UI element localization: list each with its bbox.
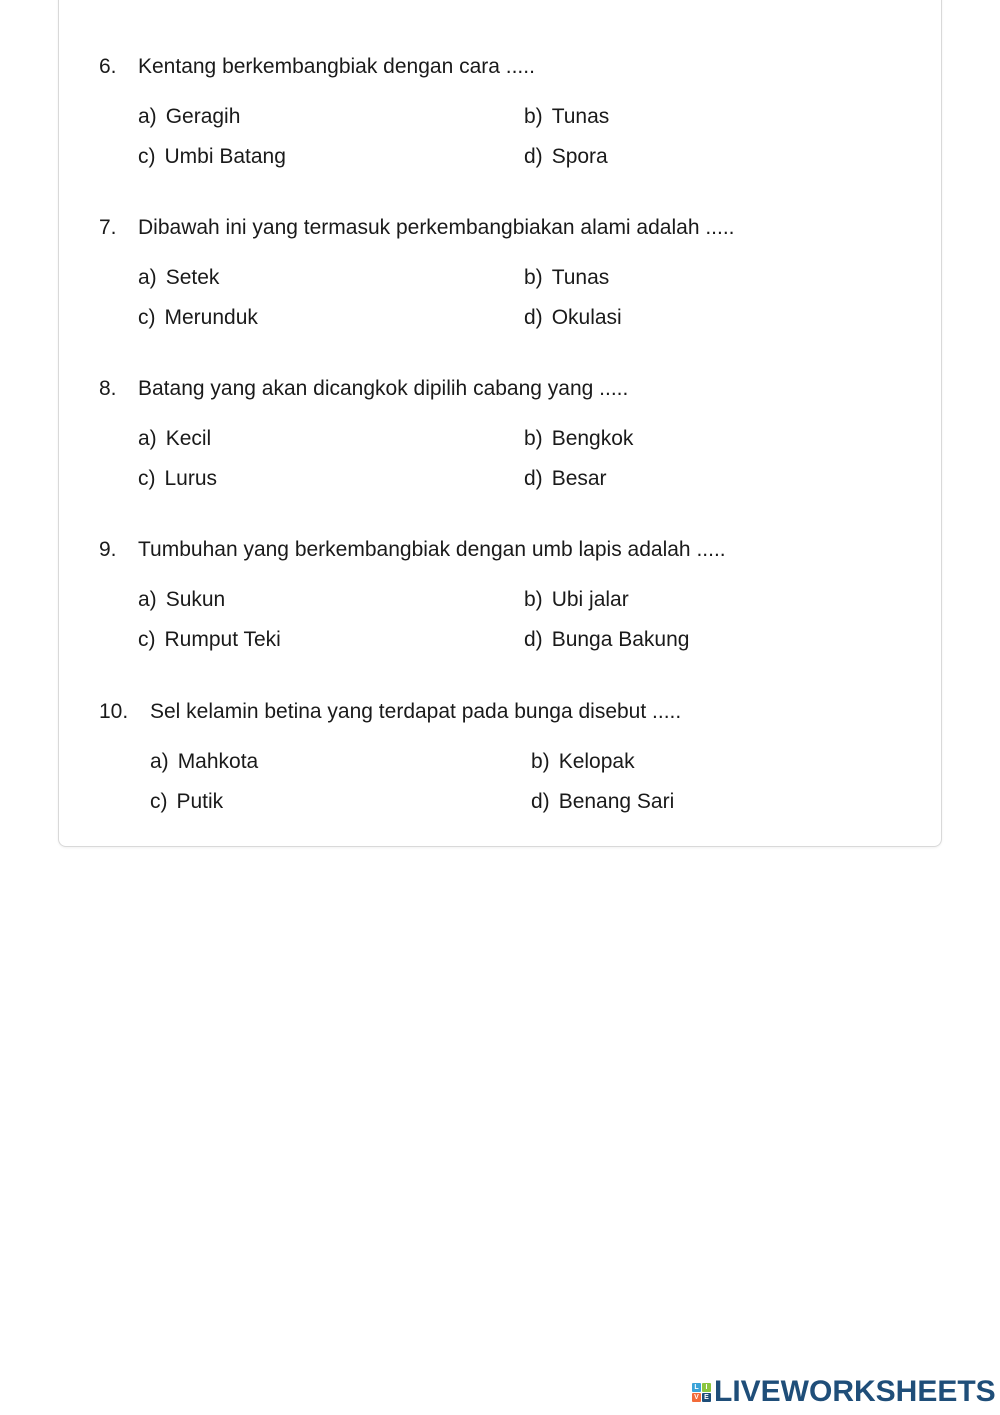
option-b[interactable]: b) Kelopak	[531, 750, 635, 773]
question-number: 7.	[99, 216, 117, 239]
question-number: 10.	[99, 700, 129, 723]
question-text: Dibawah ini yang termasuk perkembangbiakan alami adalah .....	[138, 216, 735, 239]
option-a[interactable]: a) Setek	[138, 266, 220, 289]
option-a[interactable]: a) Sukun	[138, 588, 226, 611]
option-c[interactable]: c) Rumput Teki	[138, 628, 281, 651]
option-d[interactable]: d) Okulasi	[524, 306, 622, 329]
liveworksheets-logo	[692, 1376, 996, 1408]
option-b[interactable]: b) Bengkok	[524, 427, 634, 450]
option-text: Bunga Bakung	[551, 628, 690, 651]
option-text: Lurus	[164, 467, 218, 490]
option-text: Spora	[551, 145, 608, 168]
question-text: Sel kelamin betina yang terdapat pada bunga disebut .....	[150, 700, 682, 723]
option-c[interactable]: c) Lurus	[138, 467, 218, 490]
option-text: Rumput Teki	[164, 628, 281, 651]
option-text: Sukun	[165, 588, 226, 611]
logo-cell: V	[692, 1393, 701, 1402]
option-text: Putik	[176, 790, 224, 813]
option-text: Kelopak	[558, 750, 635, 773]
option-b[interactable]: b) Tunas	[524, 105, 610, 128]
option-text: Setek	[165, 266, 220, 289]
option-text: Benang Sari	[558, 790, 675, 813]
question-number: 6.	[99, 55, 117, 78]
option-c[interactable]: c) Merunduk	[138, 306, 258, 329]
logo-cell: I	[702, 1383, 711, 1392]
option-c[interactable]: c) Putik	[150, 790, 224, 813]
option-d[interactable]: d) Benang Sari	[531, 790, 675, 813]
question-text: Kentang berkembangbiak dengan cara .....	[138, 55, 535, 78]
logo-grid-icon	[692, 1383, 711, 1402]
option-text: Tunas	[551, 266, 610, 289]
question-text: Tumbuhan yang berkembangbiak dengan umb lapis adalah .....	[138, 538, 726, 561]
option-text: Bengkok	[551, 427, 634, 450]
option-c[interactable]: c) Umbi Batang	[138, 145, 286, 168]
question-number: 8.	[99, 377, 117, 400]
option-text: Okulasi	[551, 306, 622, 329]
option-text: Tunas	[551, 105, 610, 128]
option-text: Besar	[551, 467, 607, 490]
question-text: Batang yang akan dicangkok dipilih cabang yang .....	[138, 377, 629, 400]
option-text: Ubi jalar	[551, 588, 629, 611]
option-text: Merunduk	[164, 306, 258, 329]
option-text: Umbi Batang	[164, 145, 286, 168]
option-d[interactable]: d) Bunga Bakung	[524, 628, 690, 651]
option-a[interactable]: a) Kecil	[138, 427, 212, 450]
option-text: Mahkota	[177, 750, 259, 773]
option-b[interactable]: b) Tunas	[524, 266, 610, 289]
logo-cell: E	[702, 1393, 711, 1402]
option-text: Kecil	[165, 427, 212, 450]
option-a[interactable]: a) Geragih	[138, 105, 241, 128]
option-b[interactable]: b) Ubi jalar	[524, 588, 629, 611]
option-text: Geragih	[165, 105, 241, 128]
logo-text: LIVEWORKSHEETS	[714, 1375, 996, 1408]
logo-cell: L	[692, 1383, 701, 1392]
option-d[interactable]: d) Besar	[524, 467, 607, 490]
option-d[interactable]: d) Spora	[524, 145, 608, 168]
question-number: 9.	[99, 538, 117, 561]
option-a[interactable]: a) Mahkota	[150, 750, 259, 773]
